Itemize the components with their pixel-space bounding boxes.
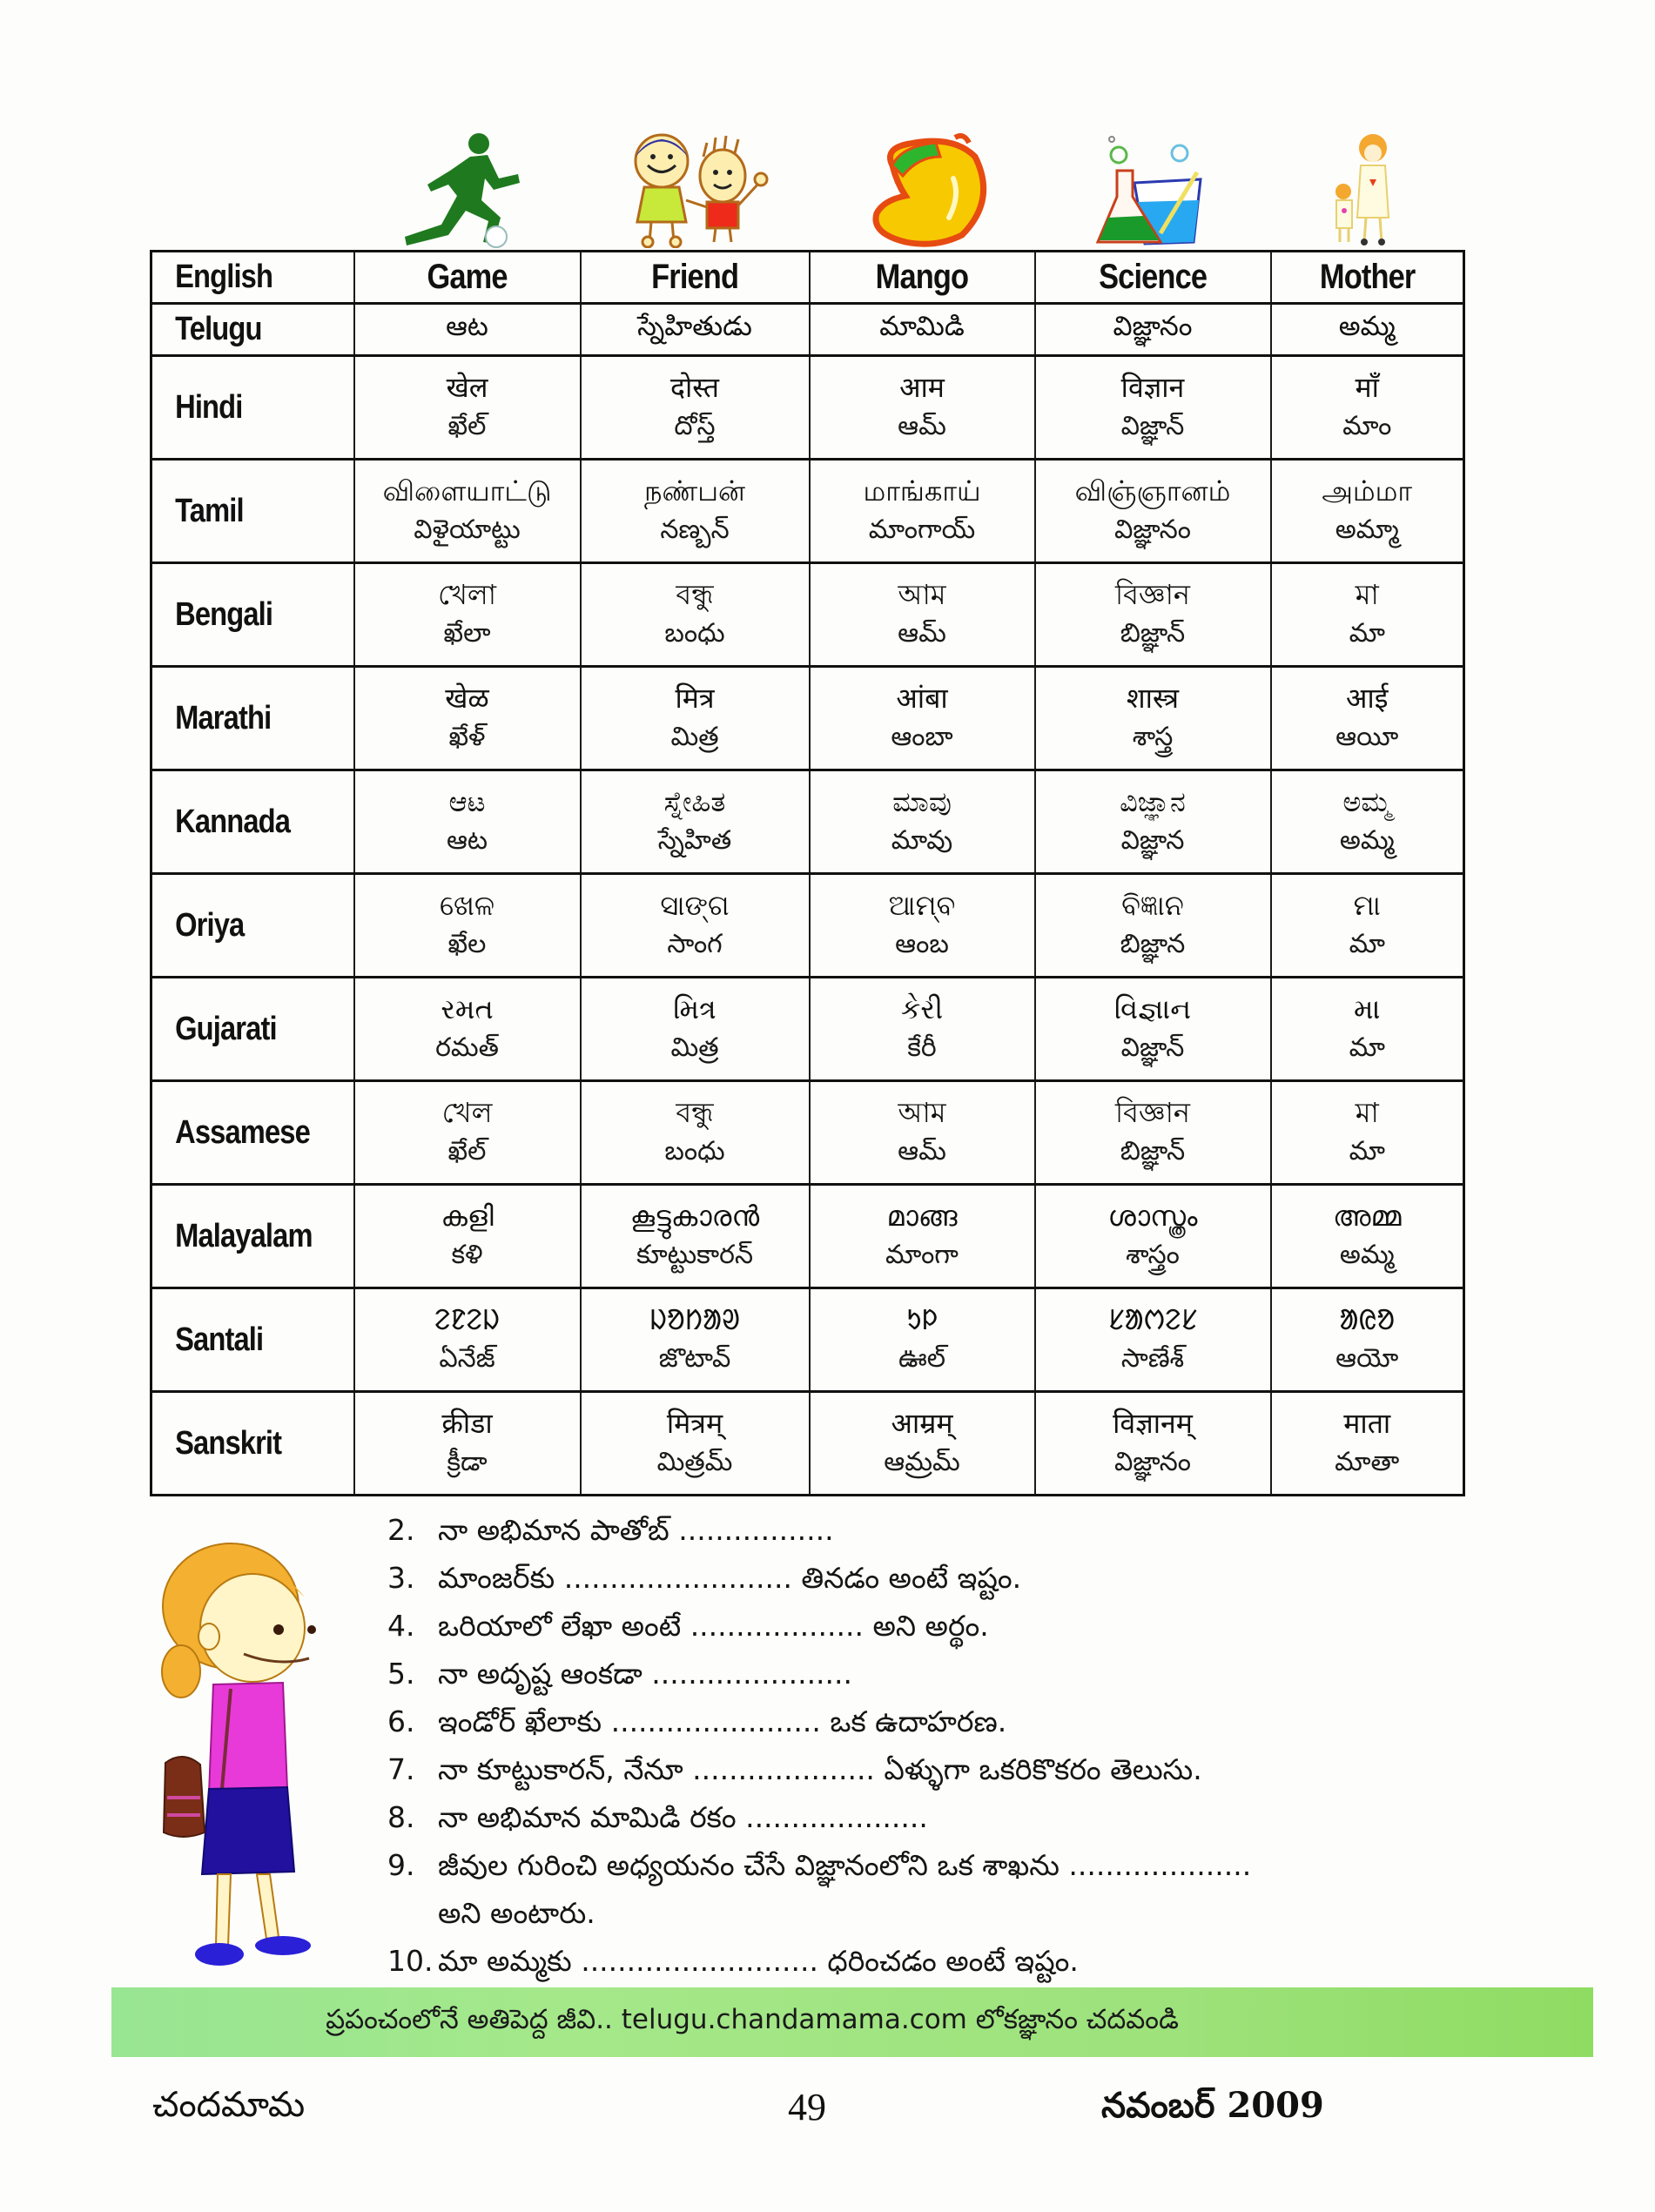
telugu-transliteration: ఖేల్ <box>447 411 487 441</box>
question-text: నా అదృష్ట ఆంకడా ...................... <box>438 1657 853 1691</box>
table-cell <box>1035 1185 1271 1288</box>
table-row-marathi <box>151 667 1464 770</box>
telugu-transliteration: ఏనేజ్ <box>439 1343 495 1374</box>
native-word: खेल <box>446 371 488 404</box>
table-cell <box>1035 978 1271 1081</box>
native-word: ಆಟ <box>448 785 486 818</box>
table-cell <box>581 1185 810 1288</box>
question-text: ఇండోర్ ఖేలాకు ....................... ఒక ఉదాహరణ. <box>438 1704 1007 1738</box>
table-cell <box>1035 460 1271 563</box>
native-word: அம்மா <box>1322 474 1413 508</box>
table-header-row <box>151 252 1464 304</box>
telugu-transliteration: మా <box>1349 618 1385 649</box>
table-cell <box>581 1081 810 1185</box>
native-word: അമ്മ <box>1333 1200 1402 1233</box>
native-word: आम <box>899 371 945 404</box>
telugu-transliteration: రమత్ <box>435 1032 499 1063</box>
question-item <box>387 1745 1502 1793</box>
native-word: ᱩᱞ <box>905 1303 939 1336</box>
table-cell <box>1035 667 1271 770</box>
language-label: Hindi <box>151 356 326 460</box>
telugu-transliteration: సాణేశ్ <box>1120 1343 1185 1374</box>
telugu-transliteration: మా <box>1349 1032 1385 1063</box>
question-item <box>387 1937 1502 1985</box>
telugu-transliteration: కేరీ <box>907 1032 937 1063</box>
table-row-telugu <box>151 304 1464 356</box>
table-cell <box>1035 1288 1271 1392</box>
table-cell <box>810 1288 1035 1392</box>
question-number: 4. <box>387 1609 415 1643</box>
native-word: ശാസ്ത്രം <box>1107 1200 1198 1233</box>
table-cell <box>1271 356 1464 460</box>
native-word: ଖେଳ <box>439 889 495 922</box>
table-cell <box>581 1392 810 1496</box>
table-cell <box>810 770 1035 874</box>
native-word: खेळ <box>445 682 489 715</box>
table-cell <box>1271 770 1464 874</box>
language-label: English <box>151 252 326 304</box>
language-label: Tamil <box>151 460 326 563</box>
telugu-transliteration: మిత్రమ్ <box>656 1447 733 1477</box>
table-cell <box>1271 460 1464 563</box>
telugu-transliteration: అమ్మ <box>1339 825 1395 856</box>
table-row-gujarati <box>151 978 1464 1081</box>
native-word: आम्रम् <box>891 1407 953 1440</box>
question-text: నా అభిమాన మామిడి రకం .................... <box>438 1800 928 1834</box>
table-cell <box>1271 978 1464 1081</box>
telugu-transliteration: విజ్ఞాన్ <box>1120 411 1185 441</box>
question-number: 3. <box>387 1561 415 1595</box>
question-text: నా అభిమాన పాతోబ్ ................. <box>438 1513 834 1547</box>
question-number: 6. <box>387 1704 415 1738</box>
question-text: జీవుల గురించి అధ్యయనం చేసే విజ్ఞానంలోని ఒక శాఖను .................... <box>438 1848 1252 1882</box>
language-label: Santali <box>151 1288 326 1392</box>
table-cell <box>354 1288 581 1392</box>
table-cell <box>810 1185 1035 1288</box>
native-word: আম <box>898 1096 946 1129</box>
native-word: ମା <box>1353 889 1381 922</box>
telugu-transliteration: మిత్ర <box>670 722 719 752</box>
native-word: ସାଙ୍ଗ <box>660 889 730 922</box>
table-row-malayalam <box>151 1185 1464 1288</box>
table-cell: స్నేహితుడు <box>581 304 810 356</box>
telugu-transliteration: ఖేళ్ <box>448 722 486 752</box>
table-cell <box>354 1392 581 1496</box>
table-cell <box>810 356 1035 460</box>
table-cell <box>581 770 810 874</box>
native-word: મિત્ર <box>673 992 716 1025</box>
native-word: विज्ञानम् <box>1113 1407 1193 1440</box>
table-cell <box>354 1185 581 1288</box>
table-cell <box>1035 874 1271 978</box>
telugu-transliteration: కళి <box>451 1240 483 1270</box>
native-word: বন্ধু <box>676 578 714 611</box>
table-cell <box>354 460 581 563</box>
table-cell <box>1271 563 1464 667</box>
native-word: आई <box>1346 682 1389 715</box>
language-label: Malayalam <box>151 1185 326 1288</box>
telugu-transliteration: నణ్బన్ <box>660 514 730 545</box>
question-item <box>387 1650 1502 1698</box>
native-word: விஞ்ஞானம் <box>1074 474 1231 508</box>
native-word: ಸ್ನೇಹಿತ <box>663 785 726 818</box>
table-cell <box>810 460 1035 563</box>
native-word: ᱮᱱᱮᱡ <box>434 1303 501 1336</box>
telugu-transliteration: విజ్ఞానం <box>1113 1447 1192 1477</box>
table-cell <box>810 563 1035 667</box>
telugu-transliteration: విజ్ఞాన <box>1120 825 1185 856</box>
magazine-name: చందమామ <box>152 2085 306 2125</box>
telugu-transliteration: సాంగ <box>667 929 723 959</box>
telugu-transliteration: ఆంబా <box>891 722 953 752</box>
telugu-transliteration: మాంగాయ్ <box>868 514 976 545</box>
vocabulary-table <box>150 250 1465 1496</box>
native-word: आंबा <box>896 682 948 715</box>
table-cell <box>1271 1288 1464 1392</box>
telugu-transliteration: మాం <box>1342 411 1392 441</box>
table-cell <box>1271 1392 1464 1496</box>
telugu-transliteration: విజ్ఞానం <box>1113 514 1192 545</box>
telugu-transliteration: మా <box>1349 929 1385 959</box>
native-word: കൂട്ടുകാരൻ <box>629 1200 760 1233</box>
question-text: ఒరియాలో లేఖా అంటే ................... అని అర్థం. <box>438 1609 989 1643</box>
native-word: ବିଜ୍ଞାନ <box>1121 889 1184 922</box>
table-row-hindi <box>151 356 1464 460</box>
language-label: Assamese <box>151 1081 326 1185</box>
language-label: Marathi <box>151 667 326 770</box>
table-row-santali <box>151 1288 1464 1392</box>
promo-banner <box>111 1987 1593 2057</box>
table-cell <box>581 563 810 667</box>
question-text: మాంజర్‌కు ......................... తినడం అంటే ఇష్టం. <box>438 1561 1022 1595</box>
table-cell <box>354 874 581 978</box>
telugu-transliteration: బిజ్ఞాన్ <box>1120 618 1186 649</box>
native-word: ಮಾವು <box>892 785 952 818</box>
question-text: మా అమ్మకు .......................... ధరించడం అంటే ఇష్టం. <box>438 1944 1079 1978</box>
table-row-sanskrit <box>151 1392 1464 1496</box>
question-number: 7. <box>387 1752 415 1786</box>
native-word: मित्र <box>675 682 715 715</box>
language-label: Oriya <box>151 874 326 978</box>
telugu-transliteration: మాతా <box>1335 1447 1400 1477</box>
native-word: বিজ্ঞান <box>1115 1096 1190 1129</box>
telugu-transliteration: విళైయాట్టు <box>414 514 521 545</box>
table-cell <box>1035 1081 1271 1185</box>
table-cell: ఆట <box>354 304 581 356</box>
native-word: ಅಮ್ಮ <box>1342 785 1392 818</box>
telugu-transliteration: ఆయీ <box>1335 722 1399 752</box>
telugu-transliteration: ఆయో <box>1335 1343 1399 1374</box>
girl-with-doll-illustration <box>148 1536 322 1972</box>
native-word: খেলা <box>437 578 497 611</box>
column-header-friend: Friend <box>581 252 810 304</box>
telugu-transliteration: శాస్త్రం <box>1126 1240 1180 1270</box>
question-item <box>387 1793 1502 1841</box>
issue-date: నవంబర్ 2009 <box>1101 2085 1324 2126</box>
telugu-transliteration: మా <box>1349 1136 1385 1167</box>
native-word: ᱟᱭᱚ <box>1339 1303 1396 1336</box>
table-cell <box>1035 563 1271 667</box>
question-number: 10. <box>387 1944 434 1978</box>
question-item <box>387 1602 1502 1650</box>
native-word: शास्त्र <box>1126 682 1180 715</box>
table-cell <box>581 1288 810 1392</box>
table-row-oriya <box>151 874 1464 978</box>
telugu-transliteration: అమ్మా <box>1335 514 1399 545</box>
table-row-bengali <box>151 563 1464 667</box>
running-player-icon <box>396 131 535 248</box>
column-header-mother: Mother <box>1271 252 1464 304</box>
native-word: મા <box>1354 992 1381 1025</box>
promo-banner-text[interactable]: ప్రపంచంలోనే అతిపెద్ద జీవి.. telugu.chandamama.com లోకజ్ఞానం చదవండి <box>326 2003 1179 2035</box>
table-cell <box>581 460 810 563</box>
table-cell: విజ్ఞానం <box>1035 304 1271 356</box>
table-cell <box>581 874 810 978</box>
native-word: நண்பன் <box>643 474 746 508</box>
telugu-transliteration: బంధు <box>664 618 725 649</box>
table-cell <box>581 356 810 460</box>
mother-child-icon <box>1328 131 1406 248</box>
table-cell <box>810 874 1035 978</box>
question-text: నా కూట్టుకారన్, నేనూ .................... ఏళ్ళుగా ఒకరికొకరం తెలుసు. <box>438 1752 1202 1786</box>
question-number: 9. <box>387 1848 415 1882</box>
language-label: Kannada <box>151 770 326 874</box>
native-word: माँ <box>1355 371 1379 404</box>
telugu-transliteration: జొటావ్ <box>658 1343 731 1374</box>
native-word: விளையாட்டு <box>382 474 552 508</box>
table-cell <box>1271 1081 1464 1185</box>
table-cell <box>581 978 810 1081</box>
telugu-transliteration: ఖేల <box>447 929 487 959</box>
telugu-transliteration: ఆట <box>446 825 488 856</box>
question-item <box>387 1506 1502 1554</box>
table-cell <box>1035 356 1271 460</box>
native-word: மாங்காய் <box>863 474 981 508</box>
telugu-transliteration: స్నేహిత <box>657 825 732 856</box>
telugu-transliteration: మావు <box>891 825 953 856</box>
table-cell <box>354 356 581 460</box>
table-cell <box>1271 874 1464 978</box>
column-header-game: Game <box>354 252 581 304</box>
native-word: माता <box>1343 1407 1391 1440</box>
telugu-transliteration: ఆమ్ <box>898 618 946 649</box>
telugu-transliteration: కూట్టుకారన్ <box>636 1240 754 1270</box>
table-row-assamese <box>151 1081 1464 1185</box>
telugu-transliteration: ఆంబ <box>895 929 949 959</box>
language-label: Telugu <box>151 304 326 356</box>
native-word: વિજ્ઞાન <box>1113 992 1192 1025</box>
native-word: રમત <box>441 992 494 1025</box>
question-item <box>387 1841 1502 1937</box>
native-word: ଆମ୍ବ <box>888 889 956 922</box>
telugu-transliteration: ఆమ్ <box>898 411 946 441</box>
science-flasks-icon <box>1093 131 1206 248</box>
telugu-transliteration: బిజ్ఞాన్ <box>1120 1136 1186 1167</box>
native-word: दोस्त <box>670 371 719 404</box>
native-word: विज्ञान <box>1120 371 1185 404</box>
table-cell <box>354 563 581 667</box>
native-word: કેરી <box>900 992 944 1025</box>
native-word: ᱡᱚᱴᱟᱣ <box>649 1303 741 1336</box>
table-row-kannada <box>151 770 1464 874</box>
table-cell <box>1271 1185 1464 1288</box>
question-number: 8. <box>387 1800 415 1834</box>
table-cell <box>354 667 581 770</box>
native-word: കളി <box>441 1200 494 1233</box>
telugu-transliteration: బిజ్ఞాన <box>1120 929 1186 959</box>
table-cell <box>1035 1392 1271 1496</box>
column-header-mango: Mango <box>810 252 1035 304</box>
native-word: ವಿಜ್ಞಾನ <box>1120 785 1186 818</box>
telugu-transliteration: మిత్ర <box>670 1032 719 1063</box>
language-label: Bengali <box>151 563 326 667</box>
telugu-transliteration: అమ్మ <box>1339 1240 1395 1270</box>
native-word: খেল <box>441 1096 493 1129</box>
telugu-transliteration: విజ్ఞాన్ <box>1120 1032 1185 1063</box>
question-number: 5. <box>387 1657 415 1691</box>
question-text-continued: అని అంటారు. <box>438 1896 595 1930</box>
native-word: മാങ്ങ <box>886 1200 958 1233</box>
language-label: Gujarati <box>151 978 326 1081</box>
column-header-science: Science <box>1035 252 1271 304</box>
table-cell <box>354 978 581 1081</box>
fill-in-the-blank-questions <box>387 1506 1502 1985</box>
two-friends-icon <box>609 131 779 248</box>
native-word: আম <box>898 578 946 611</box>
native-word: মা <box>1355 1096 1379 1129</box>
question-item <box>387 1554 1502 1602</box>
table-cell: అమ్మ <box>1271 304 1464 356</box>
table-cell: మామిడి <box>810 304 1035 356</box>
native-word: বন্ধু <box>676 1096 714 1129</box>
table-cell <box>354 1081 581 1185</box>
telugu-transliteration: దోస్త్ <box>674 411 716 441</box>
table-cell <box>810 667 1035 770</box>
native-word: বিজ্ঞান <box>1115 578 1190 611</box>
telugu-transliteration: ఆమ్ <box>898 1136 946 1167</box>
telugu-transliteration: ఖేల్ <box>447 1136 487 1167</box>
telugu-transliteration: ఆమ్రమ్ <box>884 1447 960 1477</box>
telugu-transliteration: ఖేలా <box>443 618 491 649</box>
table-cell <box>810 1081 1035 1185</box>
question-item <box>387 1698 1502 1745</box>
table-row-tamil <box>151 460 1464 563</box>
native-word: क्रीडा <box>441 1407 493 1440</box>
mango-icon <box>858 131 997 248</box>
table-cell <box>354 770 581 874</box>
table-cell <box>810 1392 1035 1496</box>
telugu-transliteration: మాంగా <box>885 1240 959 1270</box>
native-word: ᱥᱟᱬᱮᱥ <box>1107 1303 1198 1336</box>
native-word: मित्रम् <box>666 1407 723 1440</box>
page-number: 49 <box>788 2086 826 2128</box>
question-number: 2. <box>387 1513 415 1547</box>
telugu-transliteration: క్రీడా <box>447 1447 488 1477</box>
table-cell <box>810 978 1035 1081</box>
table-cell <box>1271 667 1464 770</box>
native-word: মা <box>1355 578 1379 611</box>
telugu-transliteration: శాస్త్ర <box>1132 722 1174 752</box>
table-cell <box>1035 770 1271 874</box>
telugu-transliteration: ఊల్ <box>898 1343 946 1374</box>
telugu-transliteration: బంధు <box>664 1136 725 1167</box>
language-label: Sanskrit <box>151 1392 326 1496</box>
table-cell <box>581 667 810 770</box>
